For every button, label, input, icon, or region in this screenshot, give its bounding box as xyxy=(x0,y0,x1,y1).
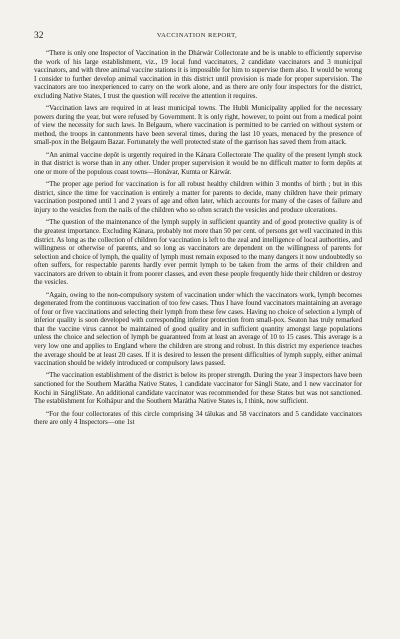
paragraph-collectorates: “For the four collectorates of this circle comprising 34 tálukas and 58 vaccinators and 5 candidate vaccinators there are only 4 Inspectors—one 1st xyxy=(34,409,362,427)
paragraph-vaccination-age: “The proper age period for vaccination is for all robust healthy children within 3 months of birth ; but in this district, since the time for vaccination is entirely a matter for parents to decide, many children have their primary vaccination postponed until 1 and 2 years of age and often later, which accounts for many of the cases of failure and injury to the vesicles from the nails of the children who so often scratch the vesicles and produce ulcerations. xyxy=(34,180,362,214)
report-body xyxy=(34,49,362,427)
paragraph-establishment-strength: “The vaccination establishment of the district is below its proper strength. During the year 3 inspectors have been sanctioned for the Southern Marátha Native States, 1 candidate vaccinator for Sángli State, and 1 new vaccinator for Kochi in SángliState. An additional candidate vaccinator was recommended for these States but was not sanctioned. The establishment for Kolhápur and the Southern Marátha Native States is, I think, now sufficient. xyxy=(34,371,362,406)
paragraph-lymph-supply: “The question of the maintenance of the lymph supply in sufficient quantity and of good protective quality is of the greatest importance. Excluding Kánara, probably not more than 50 per cent. of persons get well vaccinated in this district. As long as the collection of children for vaccination is left to the zeal and intelligence of local authorities, and willingness or otherwise of parents, and so long as vaccinators are dependent on the willingness of parents for selection and choice of lymph, the quality of lymph must remain exposed to the many dangers it now undoubtedly so often suffers, for respectable parents hardly ever permit lymph to be taken from the arms of their children and vaccinators are driven to obtain it from poorer classes, and even these people frequently hide their children or destroy the vesicles. xyxy=(34,218,362,287)
page-header xyxy=(34,30,360,42)
paragraph-supervision: “There is only one Inspector of Vaccination in the Dhárwár Collectorate and be is unable to efficiently supervise the work of his large establishment, viz., 19 local fund vaccinators, 2 candidate vaccinators and 3 municipal vaccinators, and with three animal vaccine stations it is impossible for him to supervise them also. It would be wrong I consider to further develop animal vaccination in this district until provision is made for proper supervision. The vaccinators are too inexperienced to carry on the work alone, and as there are only four inspectors for the district, excluding Native States, I trust the question will receive the attention it requires. xyxy=(34,49,362,100)
page-number: 32 xyxy=(34,31,44,41)
paragraph-animal-vaccine-depot: “An animal vaccine depôt is urgently required in the Kánara Collectorate The quality of the present lymph stock in that district is worse than in any other. Under proper supervision it would be no difficult matter to form depôts at one or more of the populous coast towns—Honávar, Kumta or Kárwár. xyxy=(34,150,362,176)
paragraph-lymph-degeneration: “Again, owing to the non-compulsory system of vaccination under which the vaccinators work, lymph becomes degenerated from the continuous vaccination of too few cases. Thus I have found vaccinators maintaining an average of four or five vaccinations and selecting their lymph from these few cases. Having no choice of selection a lymph of inferior quality is soon developed with corresponding inferior protection from small-pox. Seaton has truly remarked that the vaccine virus cannot be maintained of good quality and in sufficient quantity amongst large populations unless the choice and selection of lymph be guaranteed from at least an average of 10 to 15 cases. This average is a very low one and applies to England where the children are strong and robust. In this district my experience teaches the average should be at least 20 cases. If it is desired to lessen the present difficulties of lymph supply, either animal vaccination should be widely introduced or compulsory laws passed. xyxy=(34,290,362,368)
running-title: VACCINATION REPORT, xyxy=(156,32,238,39)
paragraph-vaccination-laws: “Vaccination laws are required in at least municipal towns. The Hubli Municipality applied for the necessary powers during the year, but were refused by Government. It is only right, however, to point out from a medical point of view the necessity for such laws. In Belgaum, where vaccination is permitted to be carried on without system or method, the troops in cantonments have been several times, during the last 10 years, menaced by the presence of small-pox in the Belgaum Bazar. Fortunately the well protected state of the garrison has saved them from attack. xyxy=(34,104,362,147)
